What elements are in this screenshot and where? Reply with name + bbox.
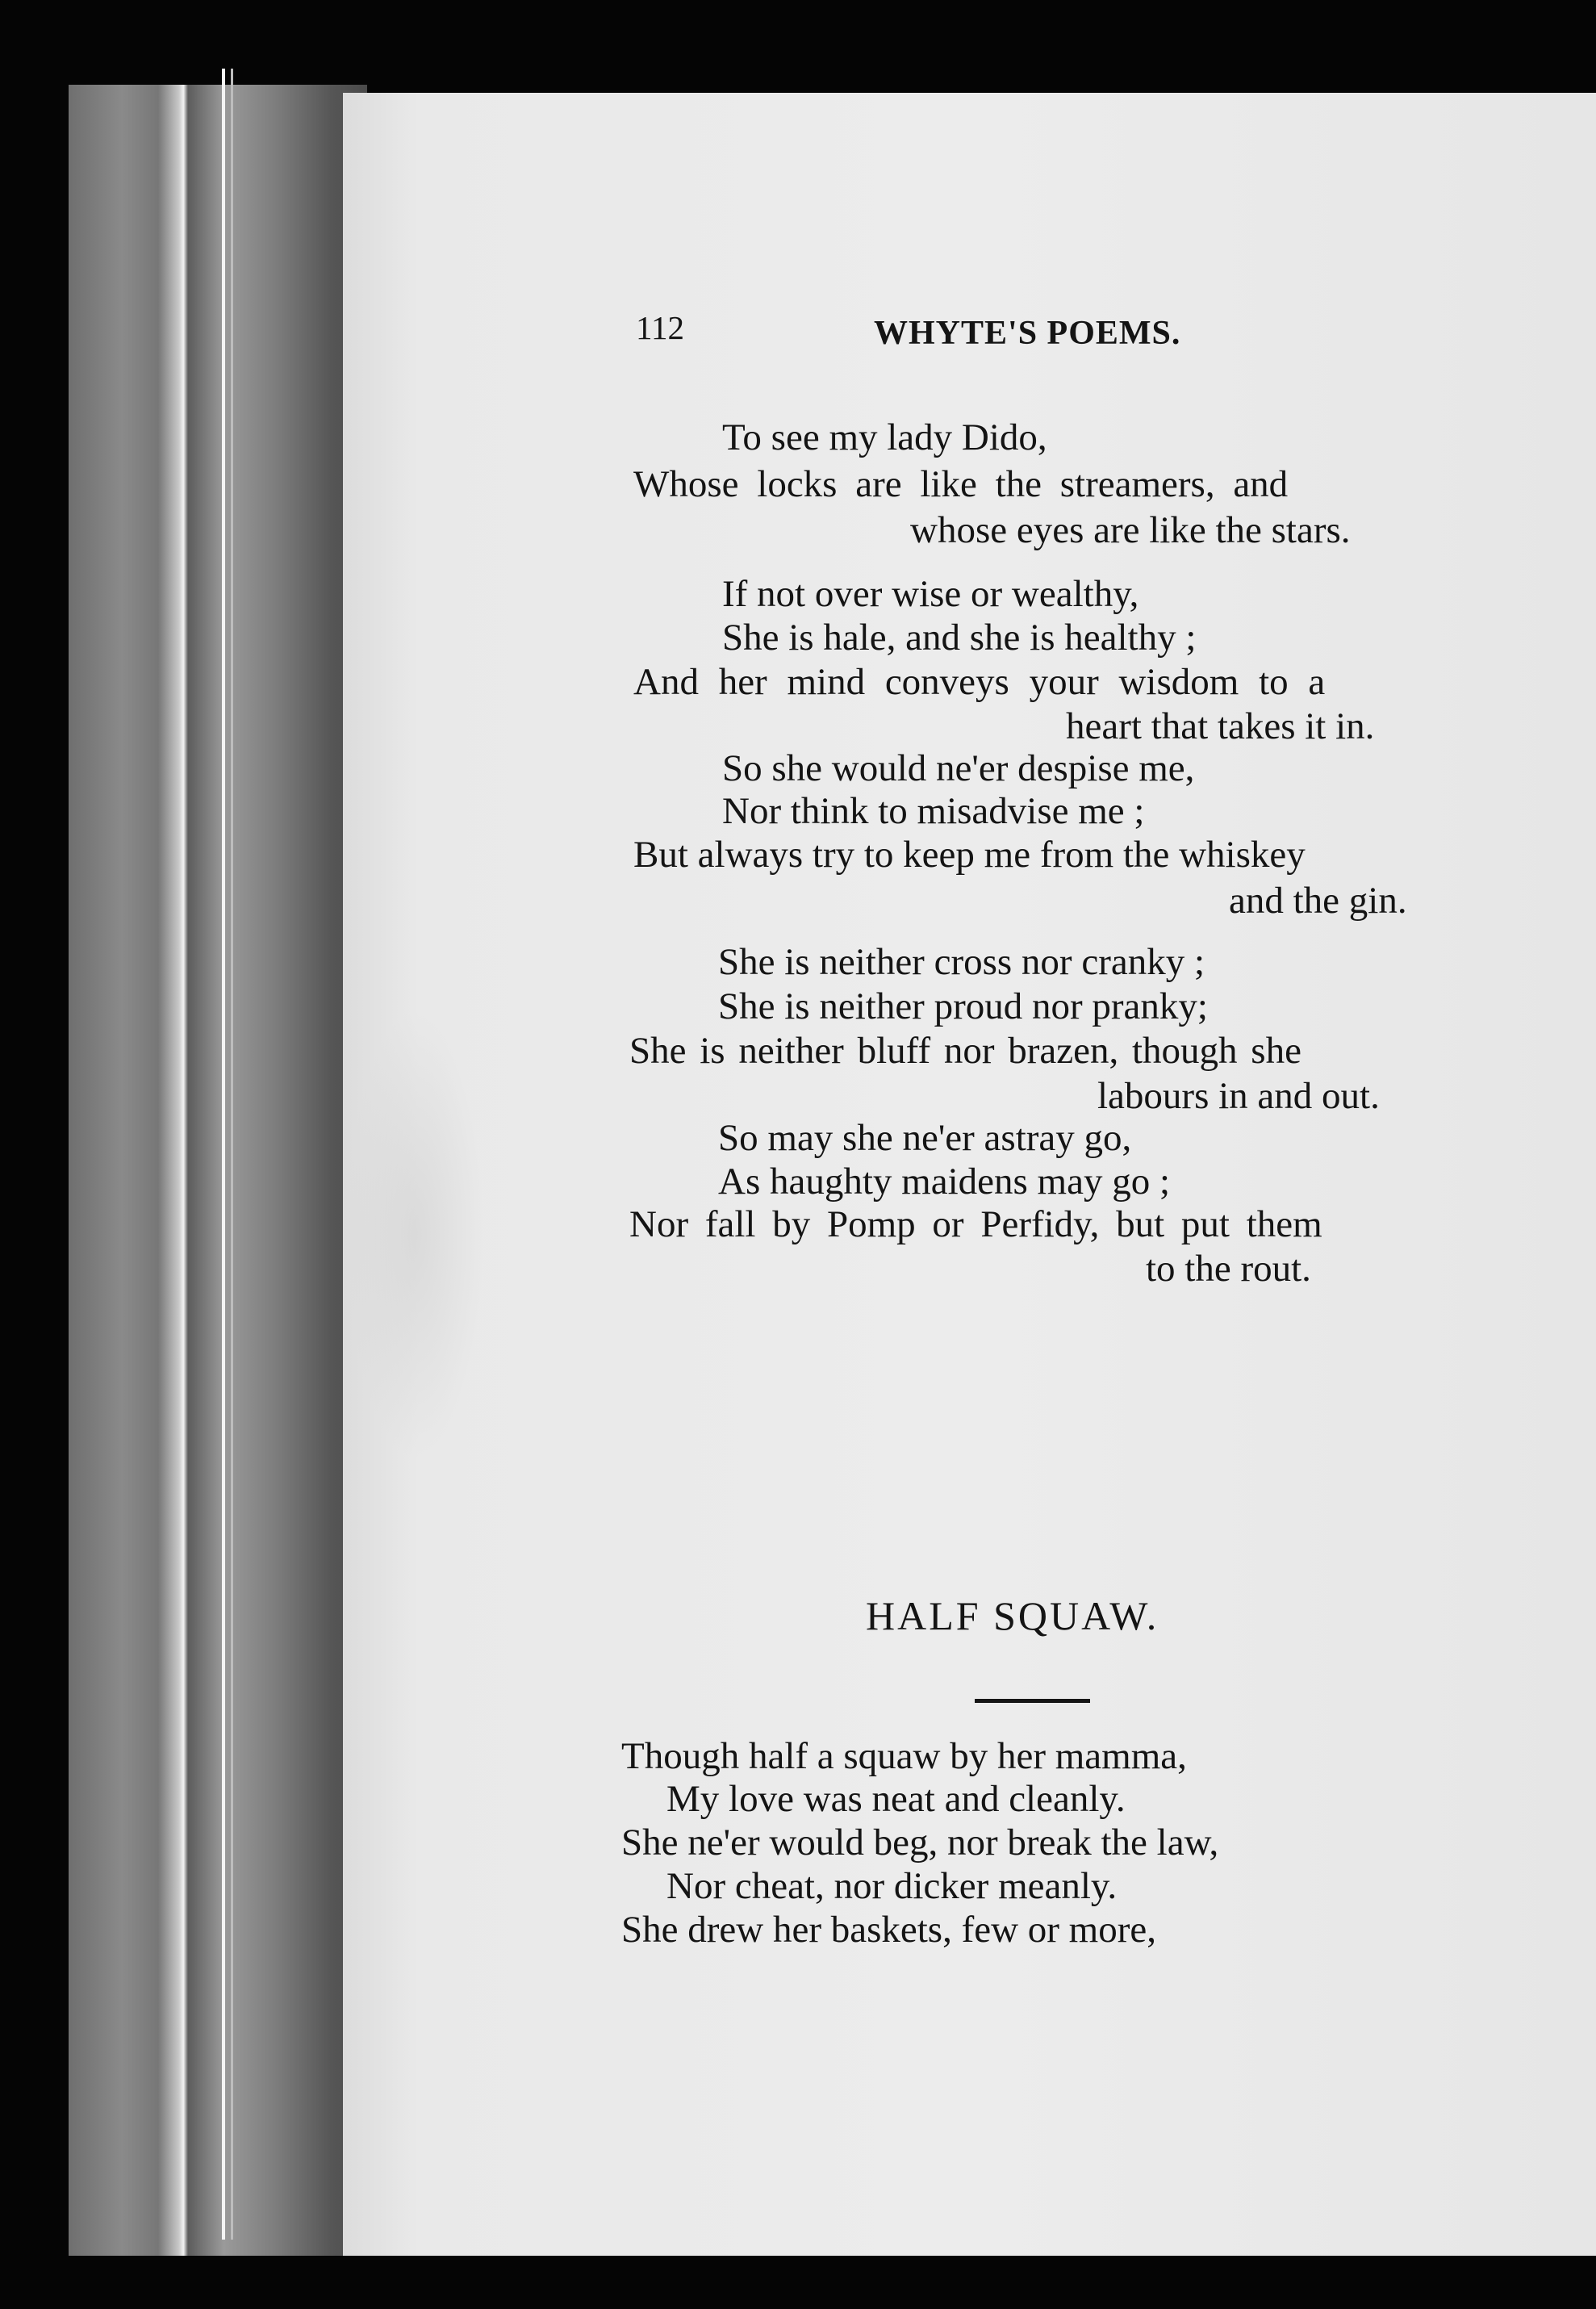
page-edge-highlight bbox=[222, 69, 225, 2240]
poem-line: heart that takes it in. bbox=[1066, 705, 1375, 747]
page-edge-highlight-secondary bbox=[231, 69, 233, 2240]
poem-line: whose eyes are like the stars. bbox=[910, 509, 1351, 551]
poem-line: to the rout. bbox=[1146, 1248, 1311, 1290]
poem-line: labours in and out. bbox=[1097, 1075, 1380, 1117]
poem-line: Nor think to misadvise me ; bbox=[722, 790, 1145, 832]
poem-title: HALF SQUAW. bbox=[866, 1593, 1159, 1638]
poem-line: Nor cheat, nor dicker meanly. bbox=[666, 1865, 1118, 1907]
poem-line: To see my lady Dido, bbox=[722, 416, 1047, 458]
poem-line: And her mind conveys your wisdom to a bbox=[633, 661, 1326, 703]
poem-line: She is neither proud nor pranky; bbox=[718, 985, 1208, 1027]
poem-line: Nor fall by Pomp or Perfidy, but put them bbox=[629, 1203, 1322, 1245]
poem-line: She ne'er would beg, nor break the law, bbox=[621, 1822, 1219, 1864]
page-stain bbox=[347, 1009, 484, 1461]
poem-line: If not over wise or wealthy, bbox=[722, 573, 1139, 615]
book-page-edges bbox=[69, 85, 367, 2256]
page-number: 112 bbox=[636, 309, 684, 346]
poem-line: She is neither cross nor cranky ; bbox=[718, 941, 1205, 983]
poem-line: So may she ne'er astray go, bbox=[718, 1117, 1132, 1159]
title-rule bbox=[975, 1699, 1090, 1703]
poem-line: She is neither bluff nor brazen, though she bbox=[629, 1030, 1301, 1072]
poem-line: As haughty maidens may go ; bbox=[718, 1161, 1171, 1203]
poem-line: She drew her baskets, few or more, bbox=[621, 1909, 1157, 1951]
poem-line: Whose locks are like the streamers, and bbox=[633, 463, 1289, 505]
poem-line: But always try to keep me from the whiskey bbox=[633, 834, 1306, 876]
poem-line: and the gin. bbox=[1229, 880, 1407, 922]
running-title: WHYTE'S POEMS. bbox=[874, 315, 1181, 352]
poem-line: Though half a squaw by her mamma, bbox=[621, 1735, 1187, 1777]
poem-line: So she would ne'er despise me, bbox=[722, 747, 1195, 789]
poem-line: My love was neat and cleanly. bbox=[666, 1778, 1126, 1820]
poem-line: She is hale, and she is healthy ; bbox=[722, 617, 1197, 659]
